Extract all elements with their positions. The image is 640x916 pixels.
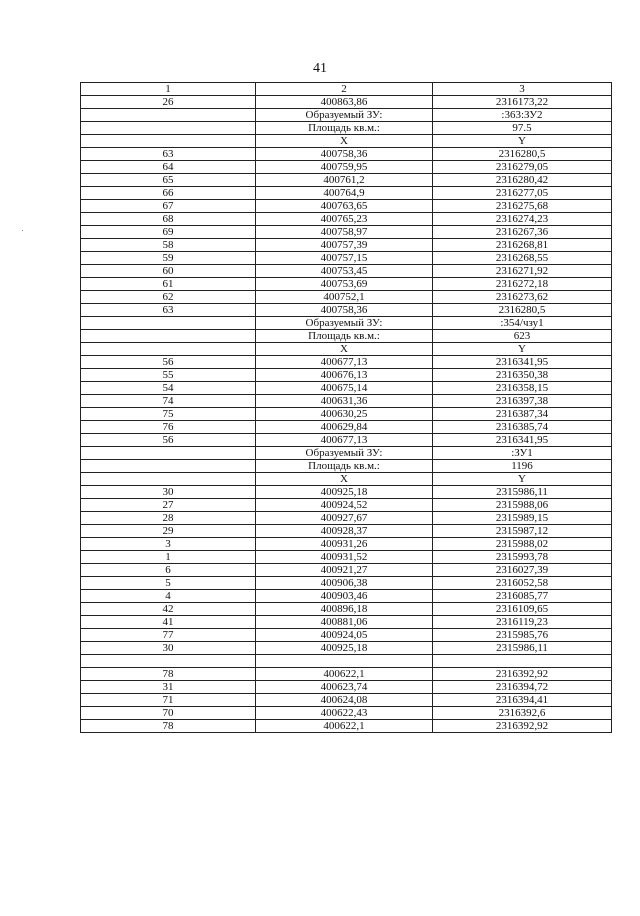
scan-speck	[22, 230, 23, 231]
x-coordinate-cell: 400881,06	[256, 616, 433, 629]
table-row	[81, 148, 612, 161]
y-coordinate-cell: 2316085,77	[433, 590, 612, 603]
point-number-cell: 64	[81, 161, 256, 174]
table-row	[81, 304, 612, 317]
x-coordinate-cell: 400927,67	[256, 512, 433, 525]
table-row	[81, 330, 612, 343]
y-coordinate-cell: 2316275,68	[433, 200, 612, 213]
header-cell-x: 2	[256, 83, 433, 96]
y-coordinate-cell: 2316268,81	[433, 239, 612, 252]
x-coordinate-cell: 400752,1	[256, 291, 433, 304]
x-coordinate-cell: Образуемый ЗУ:	[256, 447, 433, 460]
table-row	[81, 369, 612, 382]
x-coordinate-cell: 400896,18	[256, 603, 433, 616]
y-coordinate-cell: 2316341,95	[433, 434, 612, 447]
point-number-cell: 6	[81, 564, 256, 577]
table-row	[81, 174, 612, 187]
table-row	[81, 122, 612, 135]
y-coordinate-cell: 2316392,92	[433, 668, 612, 681]
point-number-cell: 41	[81, 616, 256, 629]
y-coordinate-cell: Y	[433, 343, 612, 356]
y-coordinate-cell: 2316358,15	[433, 382, 612, 395]
x-coordinate-cell: 400757,39	[256, 239, 433, 252]
y-coordinate-cell: 2316385,74	[433, 421, 612, 434]
table-row	[81, 421, 612, 434]
coordinates-table-body	[81, 83, 612, 733]
table-row	[81, 200, 612, 213]
y-coordinate-cell	[433, 655, 612, 668]
y-coordinate-cell: 2316350,38	[433, 369, 612, 382]
table-row	[81, 382, 612, 395]
y-coordinate-cell: :354/чзу1	[433, 317, 612, 330]
table-row	[81, 265, 612, 278]
table-row	[81, 512, 612, 525]
y-coordinate-cell: 2316279,05	[433, 161, 612, 174]
table-row	[81, 278, 612, 291]
table-row	[81, 681, 612, 694]
x-coordinate-cell: 400753,45	[256, 265, 433, 278]
y-coordinate-cell: 2316392,6	[433, 707, 612, 720]
x-coordinate-cell: 400763,65	[256, 200, 433, 213]
point-number-cell: 30	[81, 486, 256, 499]
header-cell-y: 3	[433, 83, 612, 96]
table-row	[81, 694, 612, 707]
x-coordinate-cell: 400624,08	[256, 694, 433, 707]
y-coordinate-cell: 2316277,05	[433, 187, 612, 200]
table-row	[81, 473, 612, 486]
table-row	[81, 109, 612, 122]
x-coordinate-cell: 400928,37	[256, 525, 433, 538]
table-row	[81, 616, 612, 629]
y-coordinate-cell: 2316271,92	[433, 265, 612, 278]
y-coordinate-cell: 2315993,78	[433, 551, 612, 564]
point-number-cell	[81, 447, 256, 460]
point-number-cell: 75	[81, 408, 256, 421]
y-coordinate-cell: 2316394,72	[433, 681, 612, 694]
table-row	[81, 525, 612, 538]
x-coordinate-cell: 400764,9	[256, 187, 433, 200]
y-coordinate-cell: Y	[433, 135, 612, 148]
y-coordinate-cell: 2316119,23	[433, 616, 612, 629]
table-row	[81, 434, 612, 447]
table-row	[81, 343, 612, 356]
y-coordinate-cell: 2316268,55	[433, 252, 612, 265]
x-coordinate-cell: X	[256, 135, 433, 148]
y-coordinate-cell: 2316274,23	[433, 213, 612, 226]
x-coordinate-cell: 400623,74	[256, 681, 433, 694]
point-number-cell: 31	[81, 681, 256, 694]
point-number-cell: 30	[81, 642, 256, 655]
point-number-cell: 1	[81, 551, 256, 564]
table-row	[81, 187, 612, 200]
point-number-cell: 28	[81, 512, 256, 525]
x-coordinate-cell: 400753,69	[256, 278, 433, 291]
y-coordinate-cell: 2316341,95	[433, 356, 612, 369]
point-number-cell: 74	[81, 395, 256, 408]
x-coordinate-cell: 400630,25	[256, 408, 433, 421]
point-number-cell: 54	[81, 382, 256, 395]
x-coordinate-cell: 400758,97	[256, 226, 433, 239]
point-number-cell: 3	[81, 538, 256, 551]
table-row	[81, 239, 612, 252]
table-row	[81, 538, 612, 551]
table-row	[81, 577, 612, 590]
x-coordinate-cell: 400921,27	[256, 564, 433, 577]
table-row	[81, 655, 612, 668]
x-coordinate-cell: 400677,13	[256, 434, 433, 447]
x-coordinate-cell: 400931,52	[256, 551, 433, 564]
x-coordinate-cell: X	[256, 473, 433, 486]
x-coordinate-cell: 400924,52	[256, 499, 433, 512]
table-row	[81, 226, 612, 239]
table-row	[81, 629, 612, 642]
table-row	[81, 590, 612, 603]
table-row	[81, 642, 612, 655]
point-number-cell: 70	[81, 707, 256, 720]
x-coordinate-cell: 400925,18	[256, 642, 433, 655]
coordinates-table	[80, 82, 612, 733]
point-number-cell: 5	[81, 577, 256, 590]
y-coordinate-cell: 2315986,11	[433, 486, 612, 499]
y-coordinate-cell: 2316109,65	[433, 603, 612, 616]
x-coordinate-cell: Образуемый ЗУ:	[256, 109, 433, 122]
y-coordinate-cell: 2316173,22	[433, 96, 612, 109]
x-coordinate-cell: 400675,14	[256, 382, 433, 395]
table-row	[81, 447, 612, 460]
point-number-cell: 71	[81, 694, 256, 707]
x-coordinate-cell: 400758,36	[256, 304, 433, 317]
table-row	[81, 551, 612, 564]
y-coordinate-cell: 2315989,15	[433, 512, 612, 525]
table-row	[81, 720, 612, 733]
point-number-cell	[81, 317, 256, 330]
x-coordinate-cell: 400758,36	[256, 148, 433, 161]
point-number-cell: 78	[81, 668, 256, 681]
y-coordinate-cell: 2316392,92	[433, 720, 612, 733]
point-number-cell: 29	[81, 525, 256, 538]
point-number-cell	[81, 655, 256, 668]
x-coordinate-cell: 400903,46	[256, 590, 433, 603]
x-coordinate-cell: Площадь кв.м.:	[256, 122, 433, 135]
y-coordinate-cell: 2316272,18	[433, 278, 612, 291]
table-row	[81, 213, 612, 226]
x-coordinate-cell: 400761,2	[256, 174, 433, 187]
point-number-cell: 4	[81, 590, 256, 603]
x-coordinate-cell: 400765,23	[256, 213, 433, 226]
header-cell-point: 1	[81, 83, 256, 96]
x-coordinate-cell: Образуемый ЗУ:	[256, 317, 433, 330]
point-number-cell: 42	[81, 603, 256, 616]
table-row	[81, 96, 612, 109]
x-coordinate-cell: Площадь кв.м.:	[256, 460, 433, 473]
x-coordinate-cell: Площадь кв.м.:	[256, 330, 433, 343]
point-number-cell: 63	[81, 304, 256, 317]
y-coordinate-cell: 2316394,41	[433, 694, 612, 707]
point-number-cell: 69	[81, 226, 256, 239]
point-number-cell: 59	[81, 252, 256, 265]
point-number-cell	[81, 460, 256, 473]
point-number-cell	[81, 343, 256, 356]
y-coordinate-cell: 2316273,62	[433, 291, 612, 304]
point-number-cell: 67	[81, 200, 256, 213]
y-coordinate-cell: 2315987,12	[433, 525, 612, 538]
x-coordinate-cell: X	[256, 343, 433, 356]
x-coordinate-cell: 400629,84	[256, 421, 433, 434]
table-row	[81, 460, 612, 473]
y-coordinate-cell: 2316267,36	[433, 226, 612, 239]
y-coordinate-cell: 1196	[433, 460, 612, 473]
point-number-cell: 26	[81, 96, 256, 109]
point-number-cell	[81, 135, 256, 148]
x-coordinate-cell: 400622,1	[256, 720, 433, 733]
table-row	[81, 486, 612, 499]
y-coordinate-cell: :363:ЗУ2	[433, 109, 612, 122]
table-row	[81, 408, 612, 421]
x-coordinate-cell: 400631,36	[256, 395, 433, 408]
y-coordinate-cell: 623	[433, 330, 612, 343]
table-row	[81, 317, 612, 330]
x-coordinate-cell	[256, 655, 433, 668]
point-number-cell: 56	[81, 434, 256, 447]
point-number-cell: 78	[81, 720, 256, 733]
point-number-cell: 60	[81, 265, 256, 278]
table-row	[81, 395, 612, 408]
table-row	[81, 668, 612, 681]
x-coordinate-cell: 400677,13	[256, 356, 433, 369]
y-coordinate-cell: 2316027,39	[433, 564, 612, 577]
y-coordinate-cell: 2316397,38	[433, 395, 612, 408]
point-number-cell	[81, 473, 256, 486]
y-coordinate-cell: 2315986,11	[433, 642, 612, 655]
y-coordinate-cell: 97.5	[433, 122, 612, 135]
y-coordinate-cell: 2315985,76	[433, 629, 612, 642]
y-coordinate-cell: 2316387,34	[433, 408, 612, 421]
point-number-cell: 68	[81, 213, 256, 226]
point-number-cell: 62	[81, 291, 256, 304]
page-number: 41	[313, 61, 327, 76]
x-coordinate-cell: 400906,38	[256, 577, 433, 590]
point-number-cell: 55	[81, 369, 256, 382]
table-row	[81, 564, 612, 577]
point-number-cell	[81, 122, 256, 135]
x-coordinate-cell: 400622,1	[256, 668, 433, 681]
table-row	[81, 252, 612, 265]
header-row	[81, 83, 612, 96]
y-coordinate-cell: 2315988,02	[433, 538, 612, 551]
table-row	[81, 707, 612, 720]
table-row	[81, 135, 612, 148]
point-number-cell	[81, 330, 256, 343]
point-number-cell: 66	[81, 187, 256, 200]
x-coordinate-cell: 400757,15	[256, 252, 433, 265]
x-coordinate-cell: 400924,05	[256, 629, 433, 642]
table-row	[81, 291, 612, 304]
table-row	[81, 603, 612, 616]
point-number-cell: 58	[81, 239, 256, 252]
x-coordinate-cell: 400759,95	[256, 161, 433, 174]
point-number-cell: 27	[81, 499, 256, 512]
table-row	[81, 499, 612, 512]
point-number-cell: 76	[81, 421, 256, 434]
y-coordinate-cell: 2316280,5	[433, 148, 612, 161]
table-row	[81, 161, 612, 174]
point-number-cell: 65	[81, 174, 256, 187]
point-number-cell: 61	[81, 278, 256, 291]
y-coordinate-cell: :ЗУ1	[433, 447, 612, 460]
y-coordinate-cell: 2316280,42	[433, 174, 612, 187]
x-coordinate-cell: 400925,18	[256, 486, 433, 499]
point-number-cell	[81, 109, 256, 122]
point-number-cell: 63	[81, 148, 256, 161]
x-coordinate-cell: 400863,86	[256, 96, 433, 109]
point-number-cell: 77	[81, 629, 256, 642]
y-coordinate-cell: 2316052,58	[433, 577, 612, 590]
point-number-cell: 56	[81, 356, 256, 369]
table-row	[81, 356, 612, 369]
y-coordinate-cell: 2316280,5	[433, 304, 612, 317]
x-coordinate-cell: 400676,13	[256, 369, 433, 382]
y-coordinate-cell: Y	[433, 473, 612, 486]
x-coordinate-cell: 400931,26	[256, 538, 433, 551]
y-coordinate-cell: 2315988,06	[433, 499, 612, 512]
x-coordinate-cell: 400622,43	[256, 707, 433, 720]
